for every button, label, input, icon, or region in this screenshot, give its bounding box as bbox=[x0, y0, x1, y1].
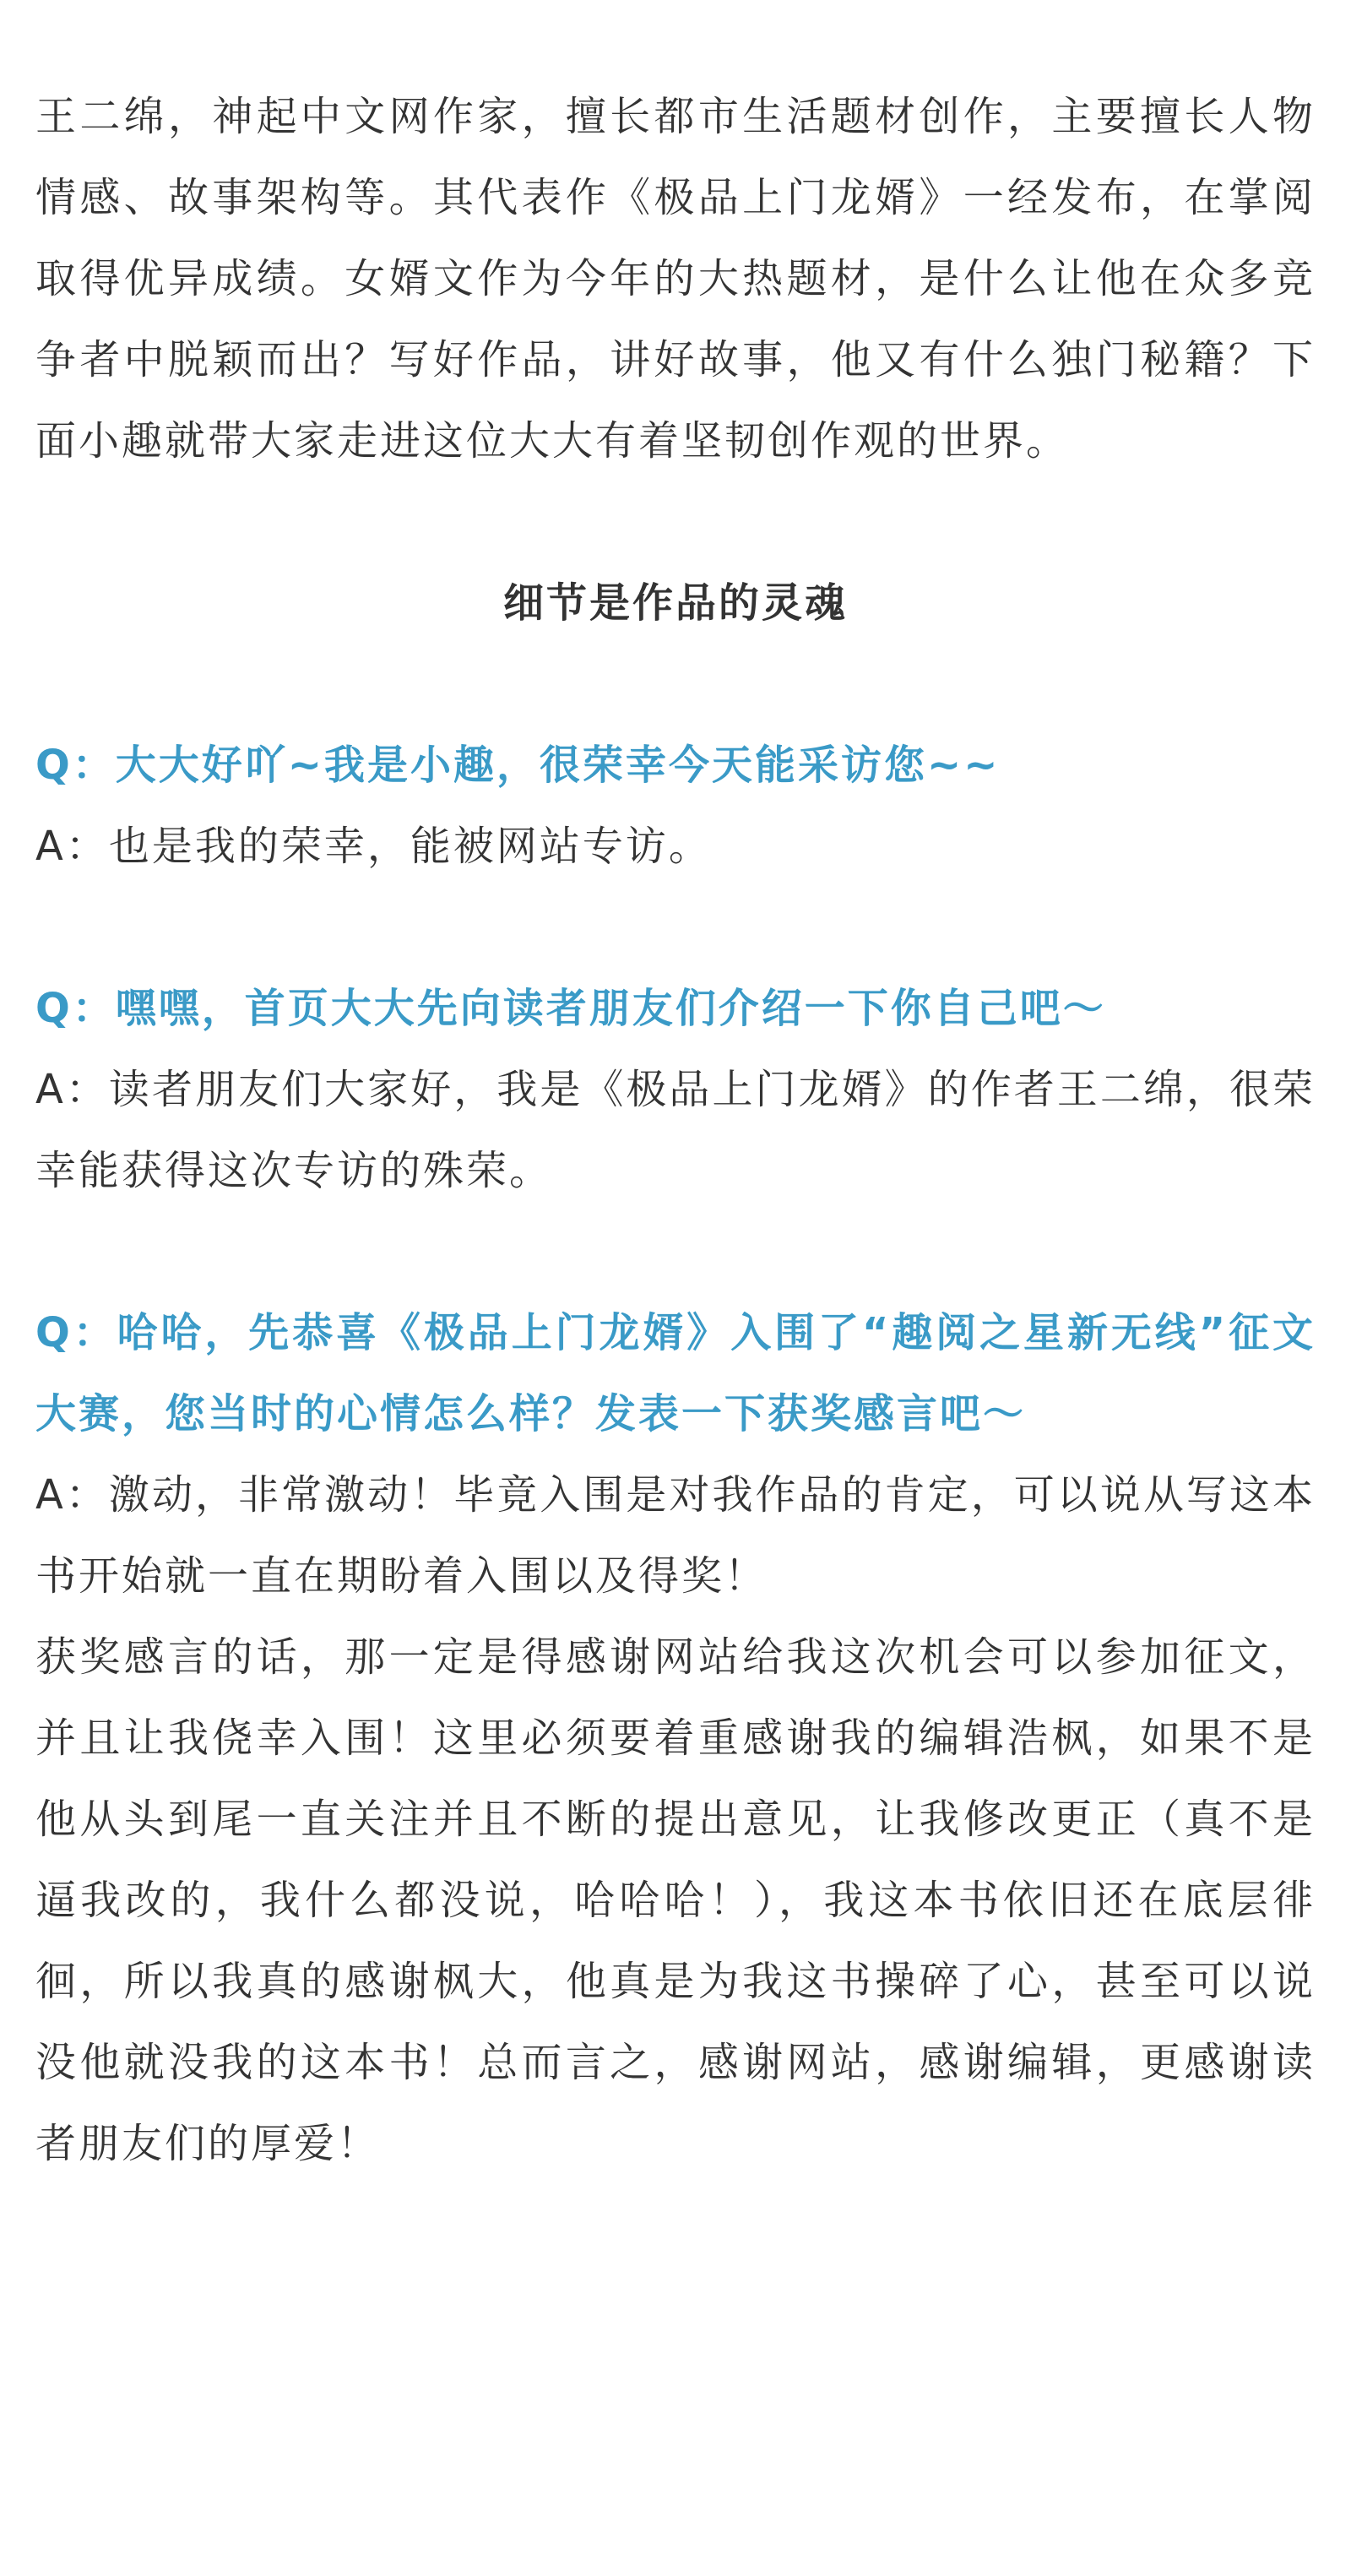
question-3: Q：哈哈，先恭喜《极品上门龙婿》入围了“趣阅之星新无线”征文大赛，您当时的心情怎么样？发表一下获奖感言吧～ bbox=[35, 1309, 1316, 1437]
spacer bbox=[35, 887, 1316, 968]
question-2: Q：嘿嘿，首页大大先向读者朋友们介绍一下你自己吧～ bbox=[35, 985, 1106, 1032]
answer-3: A：激动，非常激动！毕竟入围是对我作品的肯定，可以说从写这本书开始就一直在期盼着入围以及得奖！ bbox=[35, 1471, 1316, 1600]
section-title: 细节是作品的灵魂 bbox=[502, 579, 848, 627]
spacer bbox=[35, 644, 1316, 725]
answer-2: A：读者朋友们大家好，我是《极品上门龙婿》的作者王二绵，很荣幸能获得这次专访的殊荣。 bbox=[35, 1066, 1316, 1194]
intro-paragraph: 王二绵，神起中文网作家，擅长都市生活题材创作，主要擅长人物情感、故事架构等。其代表作《极品上门龙婿》一经发布，在掌阅取得优异成绩。女婿文作为今年的大热题材，是什么让他在众多竞争者中脱颖而出？写好作品，讲好故事，他又有什么独门秘籍？下面小趣就带大家走进这位大大有着坚韧创作观的世界。 bbox=[35, 93, 1316, 465]
spacer bbox=[35, 1211, 1316, 1292]
answer-1: A：也是我的荣幸，能被网站专访。 bbox=[35, 823, 712, 870]
spacer bbox=[35, 481, 1316, 562]
answer-3-continued: 获奖感言的话，那一定是得感谢网站给我这次机会可以参加征文，并且让我侥幸入围！这里必须要着重感谢我的编辑浩枫，如果不是他从头到尾一直关注并且不断的提出意见，让我修改更正（真不是逼我改的，我什么都没说，哈哈哈！），我这本书依旧还在底层徘徊，所以我真的感谢枫大，他真是为我这书操碎了心，甚至可以说没他就没我的这本书！总而言之，感谢网站，感谢编辑，更感谢读者朋友们的厚爱！ bbox=[35, 1633, 1316, 2167]
question-1: Q：大大好吖~我是小趣，很荣幸今天能采访您~~ bbox=[35, 742, 1001, 789]
